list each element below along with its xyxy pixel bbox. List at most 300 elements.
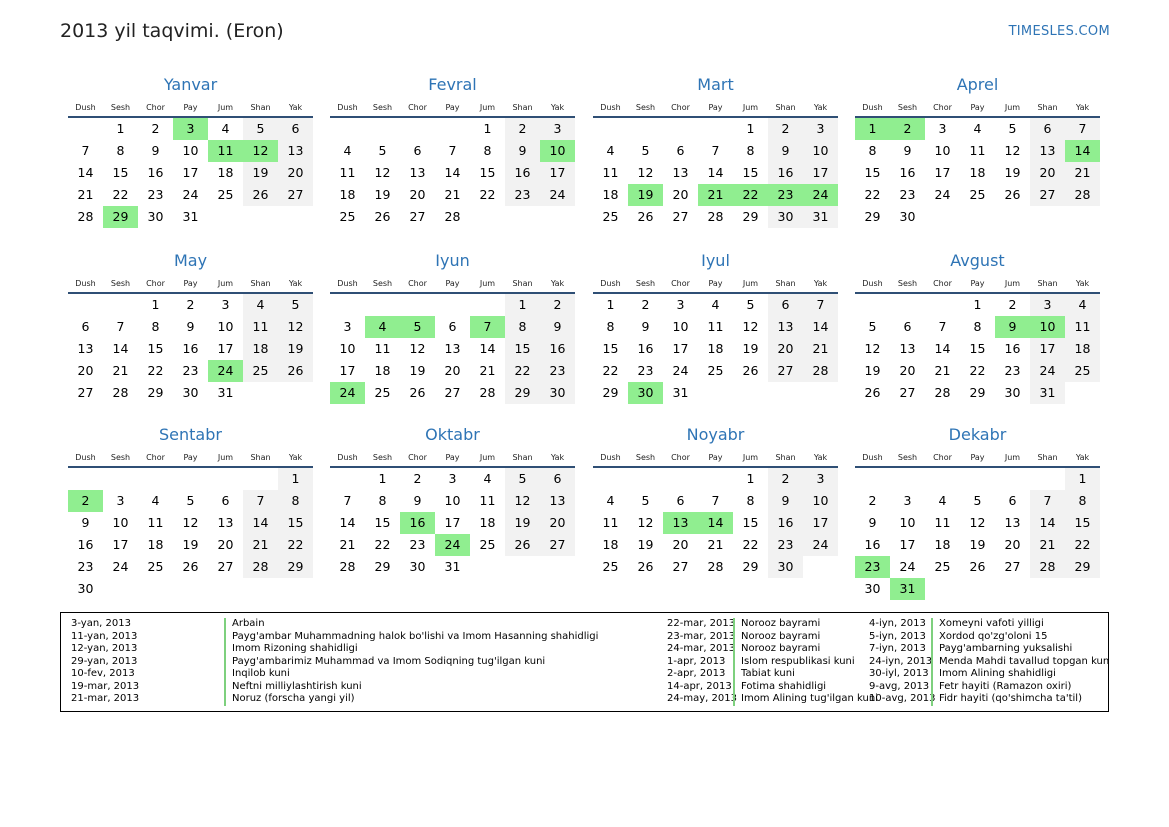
weekday-label: Dush xyxy=(75,453,96,462)
day-cell: 24 xyxy=(1030,360,1065,382)
day-cell: 15 xyxy=(112,165,129,180)
day-cell: 26 xyxy=(374,209,391,224)
empty-cell xyxy=(890,468,925,490)
day-cell: 1 xyxy=(1065,468,1100,490)
empty-cell xyxy=(855,468,890,490)
day-cell: 22 xyxy=(479,187,496,202)
day-cell: 27 xyxy=(1030,184,1065,206)
month-dekabr xyxy=(855,423,1100,600)
day-cell: 26 xyxy=(742,363,759,378)
day-cell: 27 xyxy=(768,360,803,382)
day-cell: 19 xyxy=(969,537,986,552)
day-cell: 23 xyxy=(1004,363,1021,378)
weekday-label: Jum xyxy=(479,279,496,288)
day-cell: 19 xyxy=(278,338,313,360)
day-cell: 15 xyxy=(278,512,313,534)
day-cell: 14 xyxy=(444,165,461,180)
legend-date: 12-yan, 2013 xyxy=(71,643,138,654)
day-cell: 17 xyxy=(934,165,951,180)
day-cell: 18 xyxy=(374,363,391,378)
day-cell: 25 xyxy=(969,187,986,202)
day-cell: 11 xyxy=(374,341,391,356)
day-cell: 27 xyxy=(278,184,313,206)
day-cell: 27 xyxy=(444,385,461,400)
weekday-label: Chor xyxy=(146,453,165,462)
weekday-label: Yak xyxy=(813,279,828,288)
day-cell: 22 xyxy=(278,534,313,556)
day-cell: 8 xyxy=(868,143,877,158)
day-cell: 21 xyxy=(339,537,356,552)
day-cell: 10 xyxy=(934,143,951,158)
weekday-label: Pay xyxy=(970,279,985,288)
weekday-header xyxy=(593,447,838,468)
holiday-day-cell: 12 xyxy=(243,140,278,162)
day-cell: 15 xyxy=(969,341,986,356)
day-cell: 3 xyxy=(116,493,125,508)
day-cell: 1 xyxy=(746,121,755,136)
month-name: Yanvar xyxy=(163,75,218,94)
day-grid xyxy=(593,294,838,404)
day-cell: 1 xyxy=(116,121,125,136)
day-cell: 11 xyxy=(969,143,986,158)
legend-holiday-name: Noruz (forscha yangi yil) xyxy=(224,693,355,706)
weekday-label: Chor xyxy=(933,453,952,462)
day-cell: 25 xyxy=(339,209,356,224)
weekday-label: Sesh xyxy=(897,453,918,462)
day-cell: 26 xyxy=(505,534,540,556)
day-cell: 8 xyxy=(151,319,160,334)
day-cell: 31 xyxy=(444,559,461,574)
day-cell: 25 xyxy=(374,385,391,400)
legend-date: 21-mar, 2013 xyxy=(71,693,140,704)
day-cell: 2 xyxy=(186,297,195,312)
legend-holiday-name: Tabiat kuni xyxy=(733,668,795,681)
empty-cell xyxy=(628,468,663,490)
day-cell: 30 xyxy=(409,559,426,574)
weekday-label: Shan xyxy=(250,453,271,462)
day-cell: 11 xyxy=(1065,316,1100,338)
day-cell: 26 xyxy=(409,385,426,400)
day-cell: 15 xyxy=(742,515,759,530)
day-cell: 2 xyxy=(768,118,803,140)
day-cell: 13 xyxy=(444,341,461,356)
legend-date: 24-may, 2013 xyxy=(667,693,737,704)
holiday-day-cell: 24 xyxy=(803,184,838,206)
day-cell: 25 xyxy=(602,209,619,224)
weekday-label: Sesh xyxy=(110,453,131,462)
holiday-day-cell: 1 xyxy=(855,118,890,140)
legend-holiday-name: Norooz bayrami xyxy=(733,643,820,656)
holiday-day-cell: 11 xyxy=(208,140,243,162)
weekday-label: Shan xyxy=(775,453,796,462)
day-cell: 17 xyxy=(217,341,234,356)
legend-holiday-name: Norooz bayrami xyxy=(733,618,820,631)
day-cell: 3 xyxy=(221,297,230,312)
day-cell: 17 xyxy=(803,512,838,534)
day-cell: 17 xyxy=(444,515,461,530)
day-cell: 20 xyxy=(278,162,313,184)
day-cell: 10 xyxy=(112,515,129,530)
weekday-label: Yak xyxy=(288,453,303,462)
day-cell: 22 xyxy=(505,360,540,382)
day-cell: 9 xyxy=(768,490,803,512)
day-cell: 7 xyxy=(938,319,947,334)
holiday-day-cell: 3 xyxy=(173,118,208,140)
weekday-header xyxy=(68,273,313,294)
month-name: Sentabr xyxy=(159,425,222,444)
day-cell: 3 xyxy=(803,118,838,140)
day-cell: 14 xyxy=(803,316,838,338)
day-cell: 20 xyxy=(409,187,426,202)
legend-holiday-name: Imom Alining shahidligi xyxy=(931,668,1056,681)
day-cell: 9 xyxy=(413,493,422,508)
weekday-label: Pay xyxy=(708,453,723,462)
weekday-label: Jum xyxy=(1004,279,1021,288)
weekday-label: Dush xyxy=(337,103,358,112)
legend-holiday-name: Inqilob kuni xyxy=(224,668,290,681)
day-cell: 26 xyxy=(637,559,654,574)
holiday-day-cell: 10 xyxy=(540,140,575,162)
day-cell: 13 xyxy=(278,140,313,162)
day-cell: 20 xyxy=(444,363,461,378)
day-cell: 14 xyxy=(707,165,724,180)
holiday-day-cell: 2 xyxy=(890,118,925,140)
day-cell: 22 xyxy=(969,363,986,378)
day-cell: 24 xyxy=(112,559,129,574)
empty-cell xyxy=(628,118,663,140)
weekday-label: Pay xyxy=(445,279,460,288)
holiday-day-cell: 19 xyxy=(628,184,663,206)
day-cell: 22 xyxy=(374,537,391,552)
day-cell: 1 xyxy=(746,471,755,486)
day-cell: 13 xyxy=(540,490,575,512)
day-cell: 7 xyxy=(448,143,457,158)
weekday-label: Chor xyxy=(408,279,427,288)
day-cell: 5 xyxy=(973,493,982,508)
day-cell: 10 xyxy=(899,515,916,530)
day-cell: 22 xyxy=(602,363,619,378)
empty-cell xyxy=(593,468,628,490)
day-cell: 4 xyxy=(711,297,720,312)
day-cell: 28 xyxy=(243,556,278,578)
day-cell: 23 xyxy=(77,559,94,574)
day-cell: 10 xyxy=(182,143,199,158)
day-cell: 29 xyxy=(864,209,881,224)
day-cell: 22 xyxy=(864,187,881,202)
day-cell: 5 xyxy=(1008,121,1017,136)
day-cell: 19 xyxy=(742,341,759,356)
holiday-day-cell: 7 xyxy=(470,316,505,338)
day-cell: 28 xyxy=(444,209,461,224)
day-cell: 3 xyxy=(448,471,457,486)
day-cell: 17 xyxy=(899,537,916,552)
day-cell: 11 xyxy=(147,515,164,530)
weekday-label: Dush xyxy=(862,103,883,112)
day-cell: 19 xyxy=(409,363,426,378)
day-cell: 12 xyxy=(637,515,654,530)
month-name: Oktabr xyxy=(425,425,480,444)
day-cell: 27 xyxy=(409,209,426,224)
empty-cell xyxy=(435,294,470,316)
legend-date: 10-fev, 2013 xyxy=(71,668,135,679)
weekday-label: Yak xyxy=(1075,453,1090,462)
weekday-label: Dush xyxy=(862,453,883,462)
legend-date: 10-avg, 2013 xyxy=(869,693,936,704)
legend-holiday-name: Fidr hayiti (qo'shimcha ta'til) xyxy=(931,693,1082,706)
day-cell: 29 xyxy=(742,559,759,574)
day-cell: 21 xyxy=(934,363,951,378)
day-cell: 27 xyxy=(672,209,689,224)
weekday-header xyxy=(68,97,313,118)
day-cell: 14 xyxy=(1030,512,1065,534)
day-cell: 29 xyxy=(374,559,391,574)
empty-cell xyxy=(470,294,505,316)
weekday-label: Dush xyxy=(600,103,621,112)
day-cell: 2 xyxy=(768,468,803,490)
legend-date: 5-iyn, 2013 xyxy=(869,630,926,642)
day-cell: 28 xyxy=(803,360,838,382)
day-cell: 4 xyxy=(938,493,947,508)
day-cell: 23 xyxy=(768,534,803,556)
weekday-header xyxy=(330,273,575,294)
weekday-label: Sesh xyxy=(635,279,656,288)
day-cell: 20 xyxy=(672,537,689,552)
day-cell: 6 xyxy=(221,493,230,508)
day-cell: 30 xyxy=(147,209,164,224)
empty-cell xyxy=(243,468,278,490)
day-cell: 11 xyxy=(243,316,278,338)
day-cell: 8 xyxy=(116,143,125,158)
month-name: Fevral xyxy=(428,75,477,94)
day-cell: 21 xyxy=(1065,162,1100,184)
day-cell: 14 xyxy=(243,512,278,534)
day-cell: 11 xyxy=(602,165,619,180)
day-cell: 4 xyxy=(483,471,492,486)
day-grid xyxy=(68,468,313,600)
day-cell: 1 xyxy=(278,468,313,490)
day-cell: 6 xyxy=(540,468,575,490)
day-cell: 19 xyxy=(243,162,278,184)
day-cell: 14 xyxy=(479,341,496,356)
day-cell: 21 xyxy=(243,534,278,556)
day-cell: 18 xyxy=(339,187,356,202)
day-cell: 7 xyxy=(116,319,125,334)
weekday-label: Yak xyxy=(813,453,828,462)
day-cell: 16 xyxy=(768,512,803,534)
holiday-day-cell: 5 xyxy=(400,316,435,338)
legend-holiday-name: Norooz bayrami xyxy=(733,631,820,644)
day-cell: 4 xyxy=(606,493,615,508)
day-cell: 13 xyxy=(1030,140,1065,162)
legend-holiday-name: Islom respublikasi kuni xyxy=(733,656,855,669)
day-cell: 3 xyxy=(1030,294,1065,316)
weekday-label: Jum xyxy=(217,453,234,462)
legend-date: 3-yan, 2013 xyxy=(71,618,131,629)
holiday-day-cell: 30 xyxy=(628,382,663,404)
day-cell: 21 xyxy=(479,363,496,378)
day-cell: 8 xyxy=(1065,490,1100,512)
day-grid xyxy=(593,118,838,228)
day-cell: 29 xyxy=(969,385,986,400)
day-cell: 21 xyxy=(77,187,94,202)
legend-date: 19-mar, 2013 xyxy=(71,680,140,692)
day-cell: 6 xyxy=(676,143,685,158)
legend-date: 7-iyn, 2013 xyxy=(869,643,926,654)
weekday-label: Jum xyxy=(479,453,496,462)
weekday-label: Yak xyxy=(1075,103,1090,112)
weekday-label: Jum xyxy=(742,453,759,462)
weekday-label: Shan xyxy=(1037,453,1058,462)
weekday-label: Yak xyxy=(813,103,828,112)
holiday-day-cell: 24 xyxy=(208,360,243,382)
legend-date: 11-yan, 2013 xyxy=(71,630,138,642)
legend-date: 24-mar, 2013 xyxy=(667,643,736,654)
day-cell: 15 xyxy=(742,165,759,180)
day-cell: 15 xyxy=(602,341,619,356)
day-cell: 28 xyxy=(339,559,356,574)
day-cell: 17 xyxy=(1030,338,1065,360)
weekday-label: Yak xyxy=(288,103,303,112)
day-cell: 20 xyxy=(1030,162,1065,184)
day-cell: 4 xyxy=(973,121,982,136)
day-cell: 17 xyxy=(540,162,575,184)
day-cell: 28 xyxy=(707,559,724,574)
weekday-label: Shan xyxy=(250,279,271,288)
holiday-day-cell: 2 xyxy=(68,490,103,512)
day-cell: 5 xyxy=(505,468,540,490)
day-cell: 31 xyxy=(803,206,838,228)
day-cell: 5 xyxy=(641,143,650,158)
day-cell: 21 xyxy=(112,363,129,378)
day-cell: 30 xyxy=(768,206,803,228)
day-cell: 6 xyxy=(448,319,457,334)
weekday-header xyxy=(330,97,575,118)
weekday-label: Yak xyxy=(550,103,565,112)
holiday-day-cell: 24 xyxy=(330,382,365,404)
month-name: Dekabr xyxy=(948,425,1007,444)
day-cell: 6 xyxy=(768,294,803,316)
legend-holiday-name: Payg'ambarimiz Muhammad va Imom Sodiqning tug'ilgan kuni xyxy=(224,656,545,669)
day-cell: 4 xyxy=(243,294,278,316)
day-cell: 18 xyxy=(147,537,164,552)
day-cell: 27 xyxy=(77,385,94,400)
legend-date: 22-mar, 2013 xyxy=(667,618,736,629)
day-cell: 30 xyxy=(1004,385,1021,400)
weekday-label: Dush xyxy=(337,279,358,288)
holiday-day-cell: 13 xyxy=(663,512,698,534)
day-cell: 13 xyxy=(217,515,234,530)
day-cell: 16 xyxy=(540,338,575,360)
day-cell: 2 xyxy=(540,294,575,316)
month-mart xyxy=(593,73,838,228)
legend-date: 30-iyl, 2013 xyxy=(869,668,929,679)
day-cell: 9 xyxy=(903,143,912,158)
day-cell: 5 xyxy=(278,294,313,316)
weekday-label: Jum xyxy=(1004,453,1021,462)
day-cell: 7 xyxy=(343,493,352,508)
legend-holiday-name: Xordod qo'zg'oloni 15 xyxy=(931,631,1048,644)
day-cell: 8 xyxy=(746,143,755,158)
day-cell: 9 xyxy=(151,143,160,158)
day-cell: 4 xyxy=(606,143,615,158)
weekday-label: Dush xyxy=(600,279,621,288)
day-cell: 23 xyxy=(182,363,199,378)
day-cell: 11 xyxy=(707,319,724,334)
day-grid xyxy=(593,468,838,578)
day-cell: 21 xyxy=(707,537,724,552)
day-cell: 13 xyxy=(899,341,916,356)
empty-cell xyxy=(330,294,365,316)
day-cell: 11 xyxy=(602,515,619,530)
day-grid xyxy=(855,118,1100,228)
holiday-day-cell: 22 xyxy=(733,184,768,206)
month-noyabr xyxy=(593,423,838,578)
day-cell: 5 xyxy=(378,143,387,158)
day-cell: 3 xyxy=(343,319,352,334)
day-cell: 15 xyxy=(1065,512,1100,534)
day-cell: 25 xyxy=(707,363,724,378)
day-cell: 19 xyxy=(182,537,199,552)
holiday-day-cell: 23 xyxy=(855,556,890,578)
day-cell: 6 xyxy=(1030,118,1065,140)
day-grid xyxy=(855,294,1100,404)
day-cell: 1 xyxy=(378,471,387,486)
weekday-label: Shan xyxy=(512,279,533,288)
day-cell: 12 xyxy=(742,319,759,334)
day-cell: 18 xyxy=(217,165,234,180)
day-cell: 3 xyxy=(938,121,947,136)
empty-cell xyxy=(330,118,365,140)
day-cell: 1 xyxy=(151,297,160,312)
holiday-day-cell: 9 xyxy=(995,316,1030,338)
day-cell: 6 xyxy=(278,118,313,140)
day-cell: 12 xyxy=(864,341,881,356)
day-cell: 21 xyxy=(444,187,461,202)
day-cell: 8 xyxy=(483,143,492,158)
legend-holiday-name: Menda Mahdi tavallud topgan kun xyxy=(931,656,1109,669)
weekday-label: Pay xyxy=(970,453,985,462)
day-cell: 26 xyxy=(969,559,986,574)
day-cell: 25 xyxy=(602,559,619,574)
day-grid xyxy=(330,118,575,228)
day-cell: 26 xyxy=(864,385,881,400)
day-cell: 7 xyxy=(243,490,278,512)
day-cell: 26 xyxy=(243,184,278,206)
weekday-label: Sesh xyxy=(110,279,131,288)
day-cell: 22 xyxy=(112,187,129,202)
weekday-label: Jum xyxy=(742,103,759,112)
day-cell: 22 xyxy=(1065,534,1100,556)
legend-holiday-name: Fetr hayiti (Ramazon oxiri) xyxy=(931,681,1071,694)
month-fevral xyxy=(330,73,575,228)
day-cell: 7 xyxy=(1030,490,1065,512)
legend-holiday-name: Neftni milliylashtirish kuni xyxy=(224,681,362,694)
day-cell: 9 xyxy=(81,515,90,530)
day-cell: 15 xyxy=(479,165,496,180)
day-cell: 30 xyxy=(768,556,803,578)
day-cell: 16 xyxy=(77,537,94,552)
weekday-label: Chor xyxy=(671,453,690,462)
month-oktabr xyxy=(330,423,575,578)
day-cell: 27 xyxy=(899,385,916,400)
weekday-label: Sesh xyxy=(635,103,656,112)
day-cell: 7 xyxy=(711,143,720,158)
day-cell: 12 xyxy=(969,515,986,530)
day-cell: 1 xyxy=(606,297,615,312)
weekday-label: Dush xyxy=(75,279,96,288)
site-link[interactable]: TIMESLES.COM xyxy=(1008,24,1110,39)
day-cell: 28 xyxy=(112,385,129,400)
